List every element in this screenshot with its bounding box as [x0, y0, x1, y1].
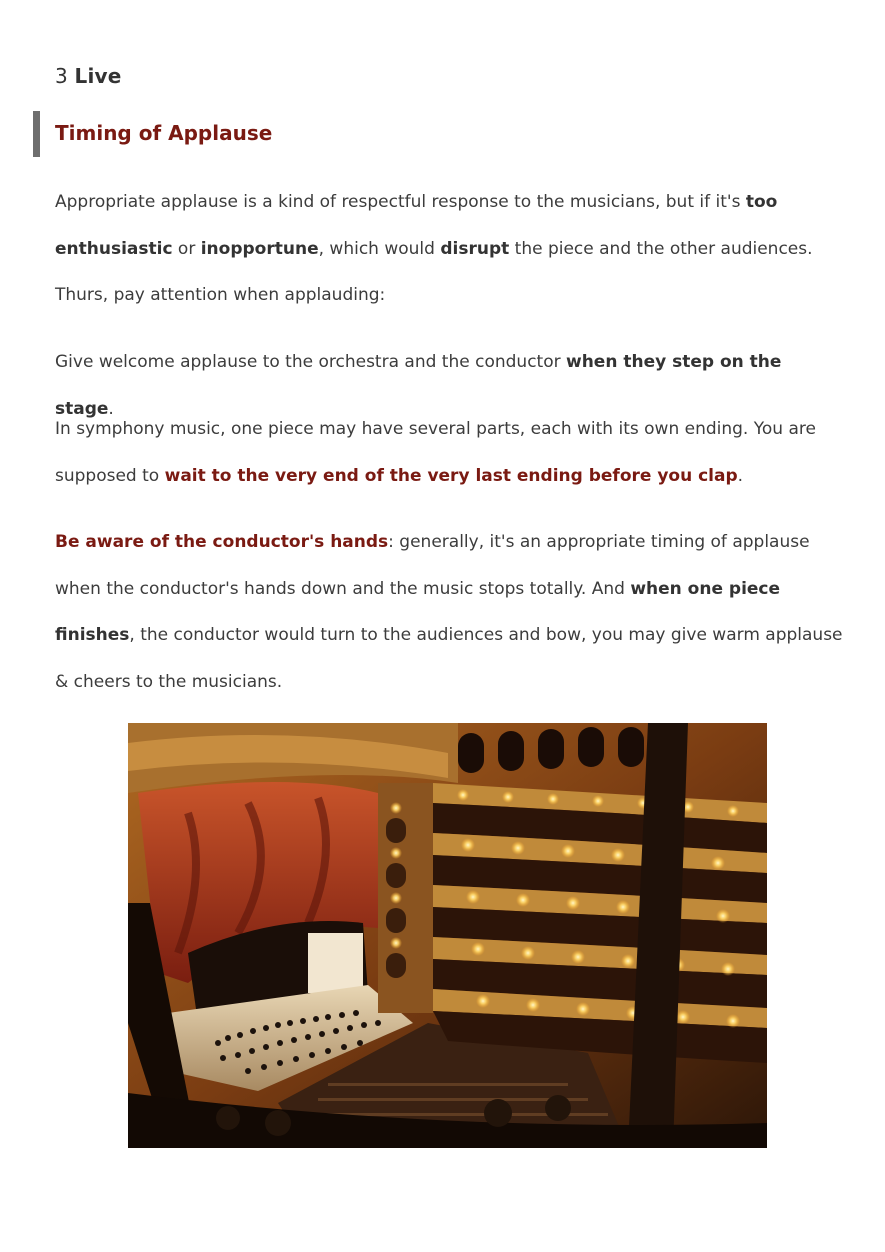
section-number: 3 — [55, 64, 68, 88]
subheading-block — [33, 111, 453, 157]
highlight-run: wait to the very end of the very last ending before you clap — [164, 465, 738, 486]
text-run: . — [737, 465, 744, 486]
text-run: or — [172, 238, 201, 259]
section-title: Live — [74, 64, 122, 88]
paragraph-applause-intro — [55, 179, 845, 319]
text-run: In symphony music, one piece may have several parts, each with its own ending. You are supposed to — [55, 419, 816, 486]
text-run: the piece and the other audiences. Thurs, pay attention when applauding: — [55, 238, 813, 305]
paragraph-conductor-hands — [55, 519, 845, 705]
section-heading — [55, 64, 122, 88]
text-run: , which would — [318, 238, 441, 259]
bold-run: too enthusiastic — [55, 192, 778, 259]
bold-run: when one piece finishes — [55, 578, 781, 645]
bold-run: inopportune — [200, 238, 319, 259]
bold-run: when they step on the stage — [55, 352, 782, 419]
bold-run: disrupt — [440, 238, 510, 259]
text-run: : generally, it's an appropriate timing of applause when the conductor's hands down and the music stops totally. And — [55, 532, 810, 599]
text-run: Appropriate applause is a kind of respectful response to the musicians, but if it's — [55, 192, 746, 212]
text-run: , the conductor would turn to the audiences and bow, you may give warm applause & cheers to the musicians. — [55, 625, 843, 692]
text-run: Give welcome applause to the orchestra and the conductor — [55, 352, 566, 372]
subheading-title: Timing of Applause — [55, 121, 273, 145]
highlight-run: Be aware of the conductor's hands — [55, 532, 389, 552]
paragraph-symphony-parts — [55, 406, 845, 499]
opera-house-photo — [128, 723, 767, 1148]
text-run: . — [108, 398, 114, 419]
